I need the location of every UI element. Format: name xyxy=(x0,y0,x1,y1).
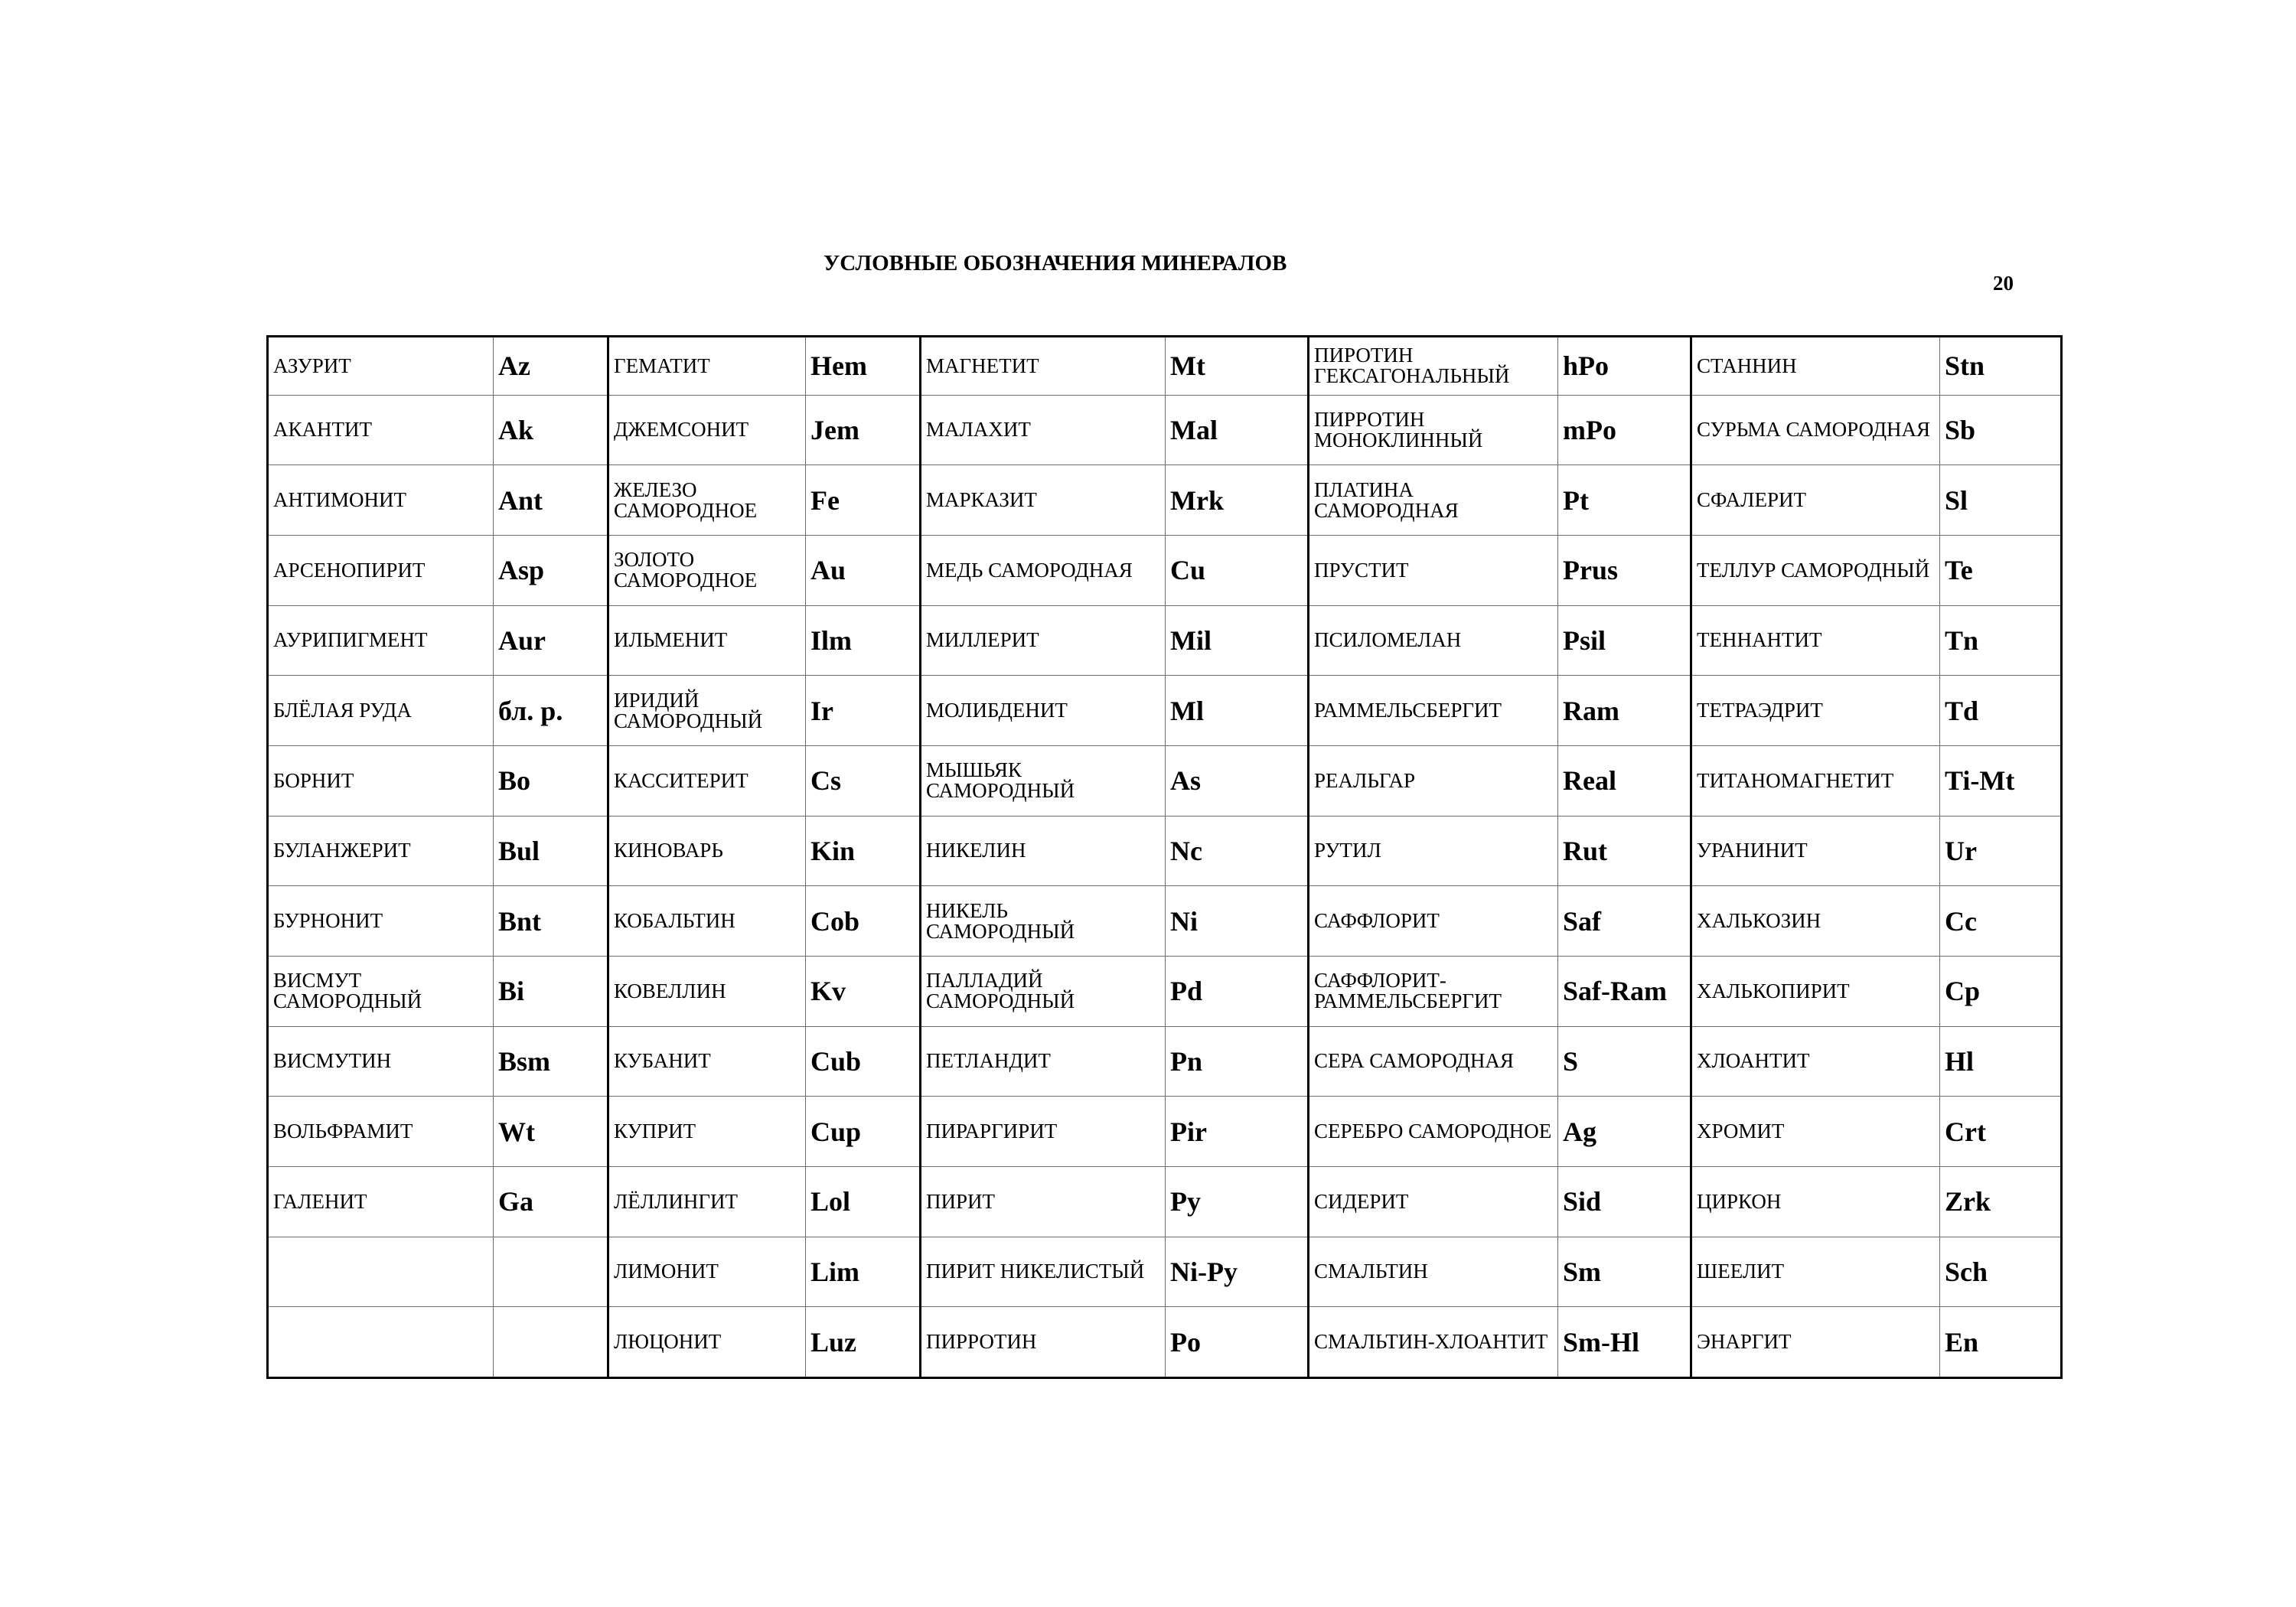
mineral-symbol: Cup xyxy=(806,1097,921,1167)
table-row xyxy=(268,605,2062,676)
mineral-name: ХАЛЬКОЗИН xyxy=(1691,886,1940,957)
page-number: 20 xyxy=(1993,272,2014,295)
mineral-name: КАССИТЕРИТ xyxy=(608,745,806,816)
mineral-symbol: Mt xyxy=(1166,337,1309,396)
mineral-symbol: Fe xyxy=(806,465,921,536)
mineral-name: ЗОЛОТО САМОРОДНОЕ xyxy=(608,535,806,605)
mineral-name: ВИСМУТ САМОРОДНЫЙ xyxy=(268,956,494,1026)
mineral-name: СФАЛЕРИТ xyxy=(1691,465,1940,536)
mineral-name: МАЛАХИТ xyxy=(921,395,1166,465)
table-row xyxy=(268,535,2062,605)
mineral-name: САФФЛОРИТ-РАММЕЛЬСБЕРГИТ xyxy=(1309,956,1558,1026)
table-row xyxy=(268,1026,2062,1097)
mineral-symbol xyxy=(494,1307,608,1378)
mineral-name: ПИРИТ xyxy=(921,1166,1166,1237)
mineral-name: ИРИДИЙ САМОРОДНЫЙ xyxy=(608,676,806,746)
mineral-name: ПИРРОТИН xyxy=(921,1307,1166,1378)
mineral-symbol: Py xyxy=(1166,1166,1309,1237)
mineral-name: ПЛАТИНА САМОРОДНАЯ xyxy=(1309,465,1558,536)
legend-body xyxy=(268,337,2062,1378)
mineral-name: ДЖЕМСОНИТ xyxy=(608,395,806,465)
table-row xyxy=(268,465,2062,536)
table-row xyxy=(268,1166,2062,1237)
mineral-name: СМАЛЬТИН-ХЛОАНТИТ xyxy=(1309,1307,1558,1378)
mineral-symbol: Tn xyxy=(1940,605,2062,676)
mineral-name: РЕАЛЬГАР xyxy=(1309,745,1558,816)
mineral-symbol: Jem xyxy=(806,395,921,465)
mineral-symbol: Sid xyxy=(1558,1166,1691,1237)
table-row xyxy=(268,816,2062,886)
mineral-name: ПЕТЛАНДИТ xyxy=(921,1026,1166,1097)
mineral-symbol: Cu xyxy=(1166,535,1309,605)
mineral-symbol: Sm-Hl xyxy=(1558,1307,1691,1378)
mineral-name: ПИРАРГИРИТ xyxy=(921,1097,1166,1167)
mineral-symbol: Pn xyxy=(1166,1026,1309,1097)
mineral-name: ПИРРОТИН МОНОКЛИННЫЙ xyxy=(1309,395,1558,465)
mineral-name: КОВЕЛЛИН xyxy=(608,956,806,1026)
mineral-name: АРСЕНОПИРИТ xyxy=(268,535,494,605)
mineral-symbol: Ram xyxy=(1558,676,1691,746)
mineral-symbol: Lim xyxy=(806,1237,921,1307)
mineral-symbol: Luz xyxy=(806,1307,921,1378)
table-row xyxy=(268,395,2062,465)
mineral-symbol: Ur xyxy=(1940,816,2062,886)
mineral-name: СМАЛЬТИН xyxy=(1309,1237,1558,1307)
mineral-symbol: Sch xyxy=(1940,1237,2062,1307)
mineral-symbol: Bi xyxy=(494,956,608,1026)
mineral-symbol: Sl xyxy=(1940,465,2062,536)
mineral-name: ГАЛЕНИТ xyxy=(268,1166,494,1237)
mineral-name: ПИРИТ НИКЕЛИСТЫЙ xyxy=(921,1237,1166,1307)
table-row xyxy=(268,1097,2062,1167)
mineral-symbol: Lol xyxy=(806,1166,921,1237)
mineral-name: ТИТАНОМАГНЕТИТ xyxy=(1691,745,1940,816)
mineral-name: КОБАЛЬТИН xyxy=(608,886,806,957)
mineral-symbol: Cs xyxy=(806,745,921,816)
mineral-symbol: Psil xyxy=(1558,605,1691,676)
mineral-name: БУРНОНИТ xyxy=(268,886,494,957)
mineral-symbol: Ag xyxy=(1558,1097,1691,1167)
mineral-symbol: S xyxy=(1558,1026,1691,1097)
mineral-name: ХАЛЬКОПИРИТ xyxy=(1691,956,1940,1026)
mineral-symbol: Rut xyxy=(1558,816,1691,886)
mineral-name: ГЕМАТИТ xyxy=(608,337,806,396)
mineral-symbol: Asp xyxy=(494,535,608,605)
mineral-name: ПИРОТИН ГЕКСАГОНАЛЬНЫЙ xyxy=(1309,337,1558,396)
mineral-name: ХЛОАНТИТ xyxy=(1691,1026,1940,1097)
mineral-name: СИДЕРИТ xyxy=(1309,1166,1558,1237)
mineral-name xyxy=(268,1307,494,1378)
mineral-symbol: Au xyxy=(806,535,921,605)
mineral-symbol: Saf-Ram xyxy=(1558,956,1691,1026)
mineral-symbol: Ir xyxy=(806,676,921,746)
mineral-symbol: Hl xyxy=(1940,1026,2062,1097)
table-row xyxy=(268,956,2062,1026)
mineral-symbol: Ti-Mt xyxy=(1940,745,2062,816)
mineral-symbol: Ant xyxy=(494,465,608,536)
mineral-symbol: Cc xyxy=(1940,886,2062,957)
mineral-name: МЕДЬ САМОРОДНАЯ xyxy=(921,535,1166,605)
mineral-name: ХРОМИТ xyxy=(1691,1097,1940,1167)
mineral-symbol: Sm xyxy=(1558,1237,1691,1307)
mineral-name: ШЕЕЛИТ xyxy=(1691,1237,1940,1307)
mineral-symbol: Real xyxy=(1558,745,1691,816)
mineral-name: САФФЛОРИТ xyxy=(1309,886,1558,957)
mineral-name: НИКЕЛИН xyxy=(921,816,1166,886)
mineral-name: РУТИЛ xyxy=(1309,816,1558,886)
mineral-symbol: Ml xyxy=(1166,676,1309,746)
table-row xyxy=(268,745,2062,816)
mineral-symbol: Cub xyxy=(806,1026,921,1097)
mineral-symbol: Zrk xyxy=(1940,1166,2062,1237)
mineral-name: АУРИПИГМЕНТ xyxy=(268,605,494,676)
mineral-name xyxy=(268,1237,494,1307)
mineral-symbol: Saf xyxy=(1558,886,1691,957)
mineral-name: МОЛИБДЕНИТ xyxy=(921,676,1166,746)
mineral-symbol: Ga xyxy=(494,1166,608,1237)
mineral-name: НИКЕЛЬ САМОРОДНЫЙ xyxy=(921,886,1166,957)
mineral-symbol: Kin xyxy=(806,816,921,886)
table-row xyxy=(268,1237,2062,1307)
mineral-name: АЗУРИТ xyxy=(268,337,494,396)
mineral-symbol: Crt xyxy=(1940,1097,2062,1167)
mineral-symbol: Cob xyxy=(806,886,921,957)
mineral-name: БЛЁЛАЯ РУДА xyxy=(268,676,494,746)
mineral-symbol: Te xyxy=(1940,535,2062,605)
mineral-symbol: Pir xyxy=(1166,1097,1309,1167)
mineral-name: ЛЮЦОНИТ xyxy=(608,1307,806,1378)
mineral-symbol: Mil xyxy=(1166,605,1309,676)
mineral-symbol: Kv xyxy=(806,956,921,1026)
mineral-name: МАГНЕТИТ xyxy=(921,337,1166,396)
mineral-symbol: hPo xyxy=(1558,337,1691,396)
mineral-symbol: Po xyxy=(1166,1307,1309,1378)
mineral-symbol: Hem xyxy=(806,337,921,396)
mineral-symbol: Sb xyxy=(1940,395,2062,465)
mineral-symbol: Wt xyxy=(494,1097,608,1167)
mineral-name: ПСИЛОМЕЛАН xyxy=(1309,605,1558,676)
mineral-symbol: Nc xyxy=(1166,816,1309,886)
mineral-symbol: mPo xyxy=(1558,395,1691,465)
page-title: УСЛОВНЫЕ ОБОЗНАЧЕНИЯ МИНЕРАЛОВ xyxy=(823,251,1287,275)
mineral-symbol: Stn xyxy=(1940,337,2062,396)
mineral-symbol: бл. р. xyxy=(494,676,608,746)
mineral-symbol: En xyxy=(1940,1307,2062,1378)
mineral-name: МИЛЛЕРИТ xyxy=(921,605,1166,676)
mineral-name: ВИСМУТИН xyxy=(268,1026,494,1097)
mineral-symbol: Td xyxy=(1940,676,2062,746)
mineral-name: БУЛАНЖЕРИТ xyxy=(268,816,494,886)
mineral-name: ТЕЛЛУР САМОРОДНЫЙ xyxy=(1691,535,1940,605)
mineral-name: ЛЁЛЛИНГИТ xyxy=(608,1166,806,1237)
mineral-name: ПАЛЛАДИЙ САМОРОДНЫЙ xyxy=(921,956,1166,1026)
mineral-symbol: Mrk xyxy=(1166,465,1309,536)
table-row xyxy=(268,337,2062,396)
mineral-name: УРАНИНИТ xyxy=(1691,816,1940,886)
mineral-name: СТАННИН xyxy=(1691,337,1940,396)
mineral-name: ЛИМОНИТ xyxy=(608,1237,806,1307)
mineral-name: ЖЕЛЕЗО САМОРОДНОЕ xyxy=(608,465,806,536)
mineral-symbol: Bul xyxy=(494,816,608,886)
minerals-legend-table xyxy=(266,335,2063,1379)
mineral-name: АНТИМОНИТ xyxy=(268,465,494,536)
mineral-name: АКАНТИТ xyxy=(268,395,494,465)
mineral-symbol: Ni xyxy=(1166,886,1309,957)
mineral-name: СУРЬМА САМОРОДНАЯ xyxy=(1691,395,1940,465)
mineral-symbol: Ni-Py xyxy=(1166,1237,1309,1307)
table-row xyxy=(268,676,2062,746)
mineral-name: СЕРА САМОРОДНАЯ xyxy=(1309,1026,1558,1097)
table-row xyxy=(268,1307,2062,1378)
mineral-name: КУБАНИТ xyxy=(608,1026,806,1097)
mineral-symbol: Bo xyxy=(494,745,608,816)
mineral-name: КУПРИТ xyxy=(608,1097,806,1167)
mineral-symbol: Aur xyxy=(494,605,608,676)
mineral-symbol: Ilm xyxy=(806,605,921,676)
mineral-symbol: Az xyxy=(494,337,608,396)
mineral-name: МЫШЬЯК САМОРОДНЫЙ xyxy=(921,745,1166,816)
mineral-symbol xyxy=(494,1237,608,1307)
table-row xyxy=(268,886,2062,957)
mineral-symbol: As xyxy=(1166,745,1309,816)
mineral-name: СЕРЕБРО САМОРОДНОЕ xyxy=(1309,1097,1558,1167)
mineral-symbol: Bsm xyxy=(494,1026,608,1097)
mineral-name: ЦИРКОН xyxy=(1691,1166,1940,1237)
mineral-name: ТЕТРАЭДРИТ xyxy=(1691,676,1940,746)
mineral-name: РАММЕЛЬСБЕРГИТ xyxy=(1309,676,1558,746)
mineral-name: ВОЛЬФРАМИТ xyxy=(268,1097,494,1167)
mineral-name: ПРУСТИТ xyxy=(1309,535,1558,605)
mineral-name: БОРНИТ xyxy=(268,745,494,816)
mineral-symbol: Cp xyxy=(1940,956,2062,1026)
mineral-symbol: Prus xyxy=(1558,535,1691,605)
mineral-symbol: Pd xyxy=(1166,956,1309,1026)
mineral-name: ТЕННАНТИТ xyxy=(1691,605,1940,676)
mineral-name: КИНОВАРЬ xyxy=(608,816,806,886)
mineral-symbol: Mal xyxy=(1166,395,1309,465)
mineral-symbol: Bnt xyxy=(494,886,608,957)
mineral-name: ЭНАРГИТ xyxy=(1691,1307,1940,1378)
mineral-name: ИЛЬМЕНИТ xyxy=(608,605,806,676)
mineral-name: МАРКАЗИТ xyxy=(921,465,1166,536)
mineral-symbol: Pt xyxy=(1558,465,1691,536)
mineral-symbol: Ak xyxy=(494,395,608,465)
